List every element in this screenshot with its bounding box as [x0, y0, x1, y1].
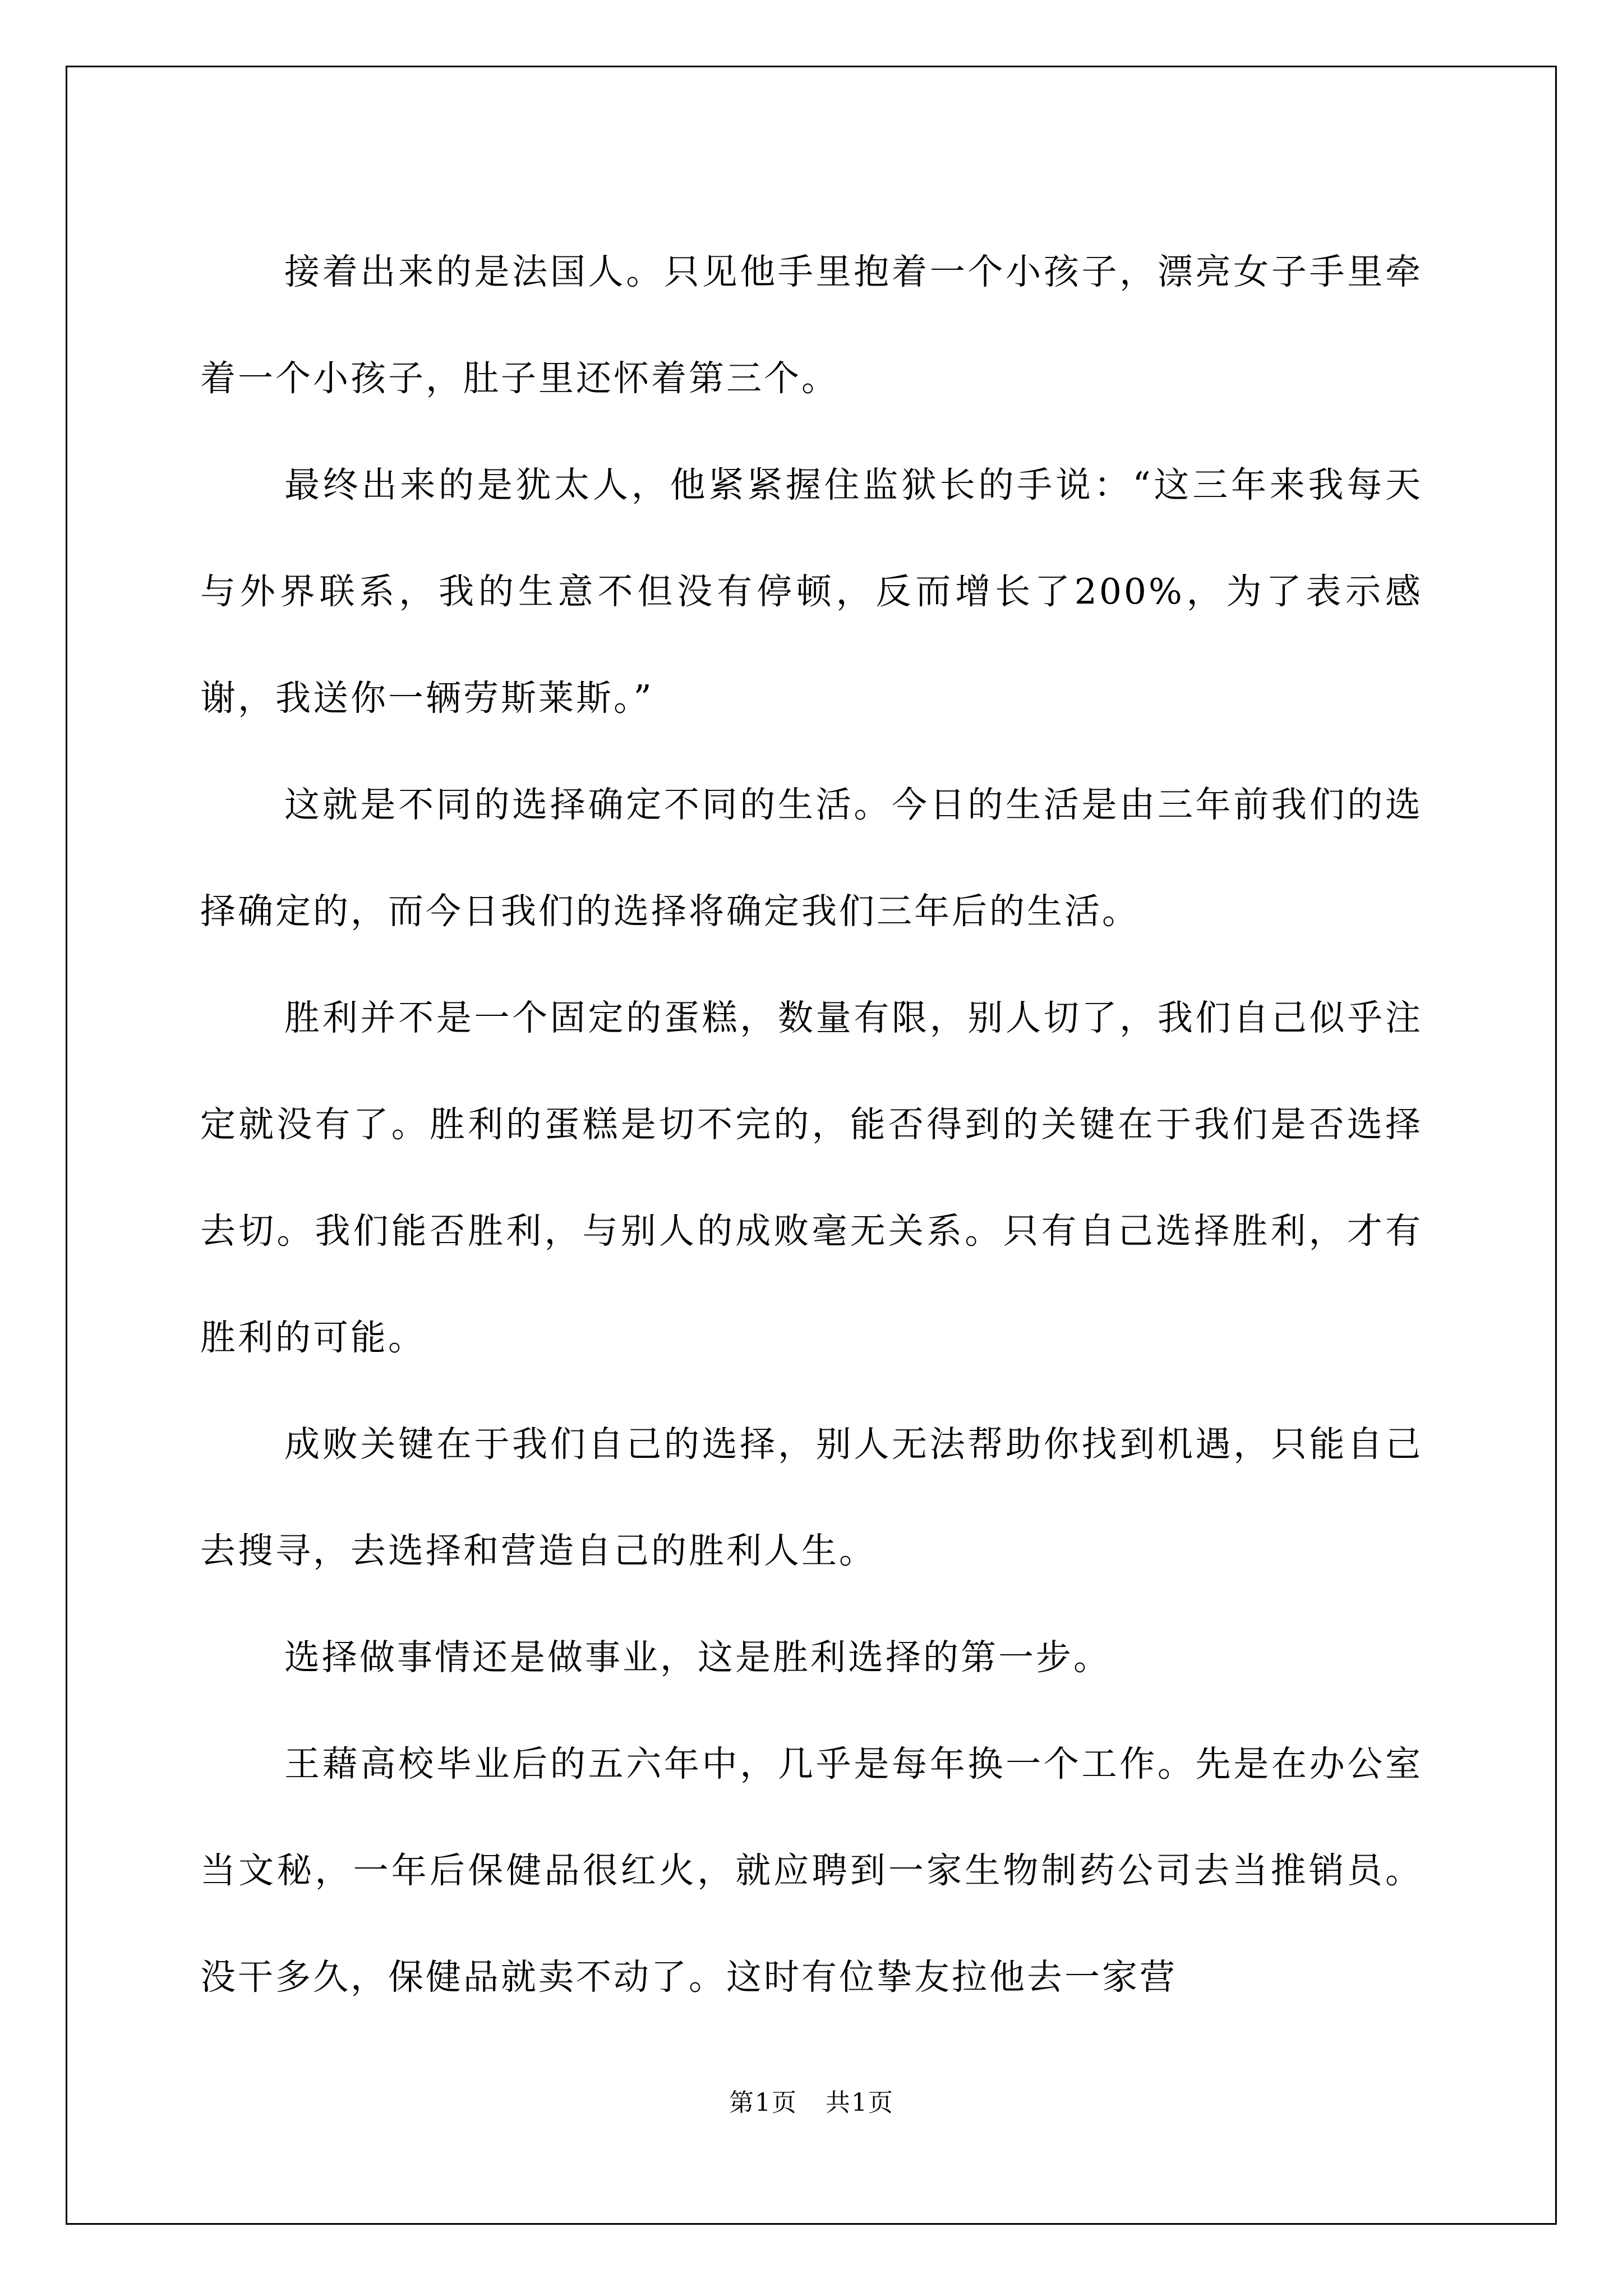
paragraph-1: 接着出来的是法国人。只见他手里抱着一个小孩子，漂亮女子手里牵着一个小孩子，肚子里还怀着第三个。	[200, 251, 1423, 399]
paragraph-3: 这就是不同的选择确定不同的生活。今日的生活是由三年前我们的选择确定的，而今日我们的选择将确定我们三年后的生活。	[200, 784, 1423, 932]
paragraph-6: 选择做事情还是做事业，这是胜利选择的第一步。	[284, 1637, 1111, 1678]
document-body	[200, 219, 1423, 2031]
paragraph-5: 成败关键在于我们自己的选择，别人无法帮助你找到机遇，只能自己去搜寻，去选择和营造自己的胜利人生。	[200, 1424, 1423, 1571]
paragraph-2: 最终出来的是犹太人，他紧紧握住监狱长的手说：“这三年来我每天与外界联系，我的生意不但没有停顿，反而增长了200%，为了表示感谢，我送你一辆劳斯莱斯。”	[200, 464, 1423, 719]
paragraph-4: 胜利并不是一个固定的蛋糕，数量有限，别人切了，我们自己似乎注定就没有了。胜利的蛋糕是切不完的，能否得到的关键在于我们是否选择去切。我们能否胜利，与别人的成败毫无关系。只有自己选择胜利，才有胜利的可能。	[200, 997, 1423, 1358]
page-total: 共1页	[826, 2088, 894, 2117]
page-footer	[0, 2082, 1623, 2118]
paragraph-7: 王藉高校毕业后的五六年中，几乎是每年换一个工作。先是在办公室当文秘，一年后保健品很红火，就应聘到一家生物制药公司去当推销员。没干多久，保健品就卖不动了。这时有位挚友拉他去一家营	[200, 1743, 1423, 1998]
page-number: 第1页	[729, 2088, 797, 2117]
